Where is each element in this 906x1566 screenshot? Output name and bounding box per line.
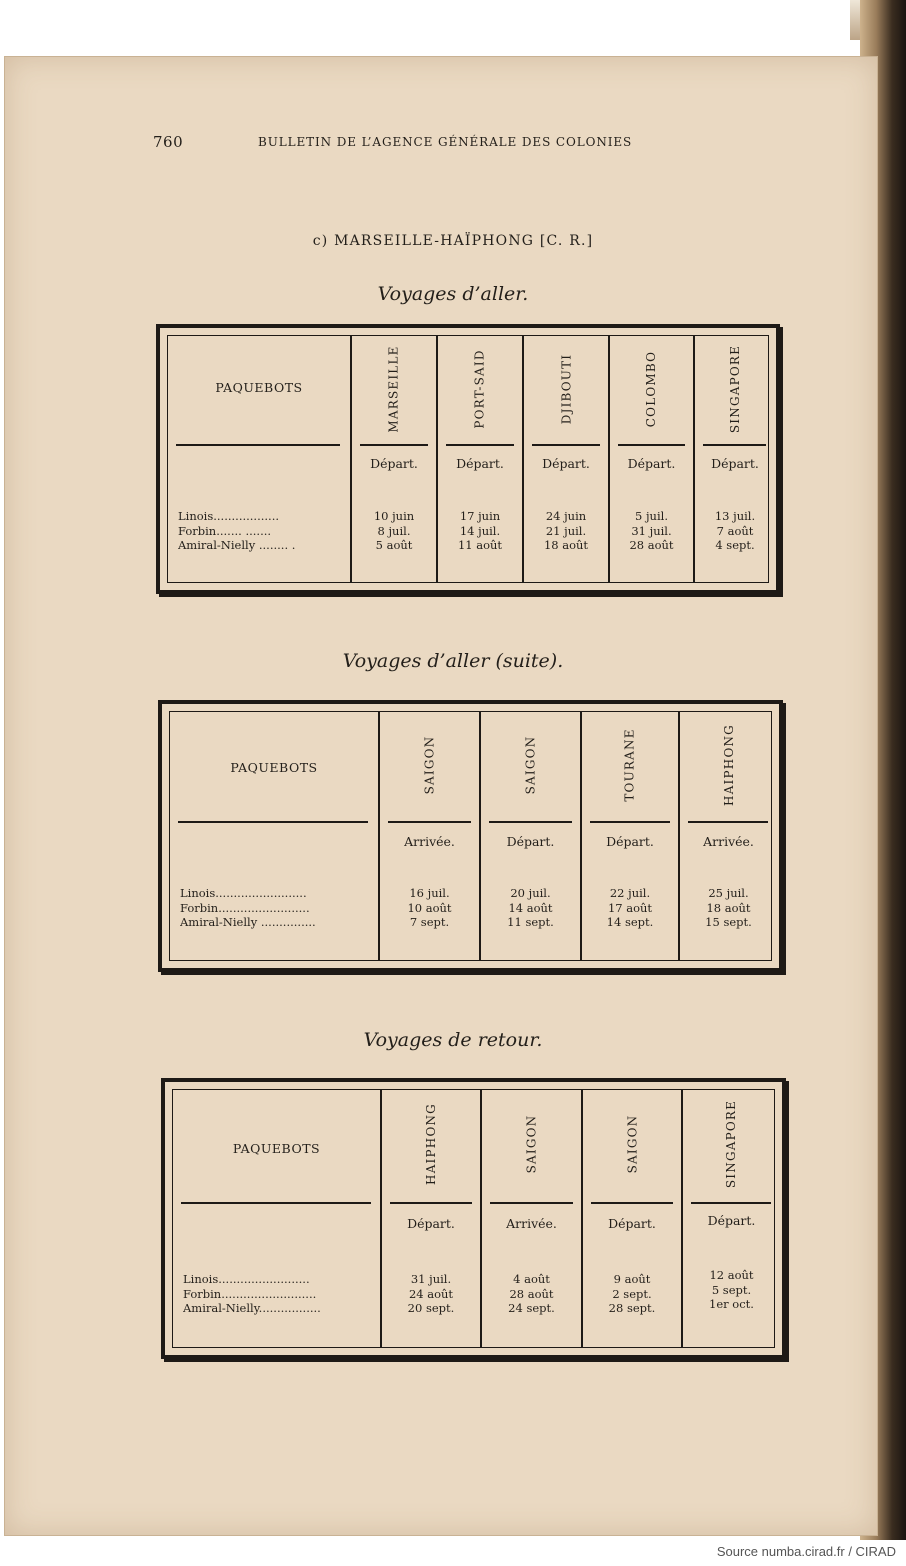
station-name: SAIGON <box>624 1114 639 1174</box>
date-cell: 22 juil. <box>609 886 651 900</box>
movement-type: Arrivée. <box>506 1216 557 1231</box>
station-header <box>481 712 580 818</box>
date-cell: 5 août <box>375 538 413 552</box>
station-name: PORT-SAID <box>472 348 487 429</box>
date-cell: 4 août <box>513 1272 550 1286</box>
movement-type: Départ. <box>407 1216 455 1231</box>
row-divider <box>691 1202 771 1204</box>
row-divider <box>618 444 685 446</box>
ship-name: Amiral-Nielly ............... <box>180 915 316 929</box>
date-cell: 13 juil. <box>714 509 756 523</box>
date-column <box>610 509 693 553</box>
date-cell: 17 juin <box>459 509 501 523</box>
row-divider <box>590 821 670 823</box>
timetable-aller <box>156 324 780 594</box>
date-cell: 28 août <box>629 538 674 552</box>
date-column <box>695 509 775 553</box>
station-name: HAIPHONG <box>721 724 736 806</box>
row-divider <box>490 1202 573 1204</box>
ship-name: Linois.................. <box>178 509 280 523</box>
movement-type: Départ. <box>627 456 676 471</box>
row-divider <box>446 444 514 446</box>
date-column <box>481 886 580 930</box>
running-head <box>153 133 693 155</box>
date-cell: 28 sept. <box>608 1301 656 1315</box>
date-cell: 1er oct. <box>709 1297 754 1311</box>
station-name: SINGAPORE <box>724 1099 739 1189</box>
section-title: c) MARSEILLE-HAÏPHONG [C. R.] <box>312 233 594 249</box>
station-name: SAIGON <box>523 735 538 795</box>
row-divider <box>388 821 471 823</box>
row-divider <box>703 444 766 446</box>
date-cell: 24 juin <box>545 509 587 523</box>
table-caption: Voyages d’aller. <box>377 283 529 305</box>
station-header <box>482 1090 581 1198</box>
date-cell: 20 sept. <box>407 1301 455 1315</box>
station-header <box>583 1090 681 1198</box>
date-column <box>683 1268 780 1312</box>
date-column <box>582 886 678 930</box>
row-divider <box>591 1202 673 1204</box>
ship-name: Forbin.......................... <box>183 1286 317 1301</box>
date-cell: 12 août <box>709 1268 754 1282</box>
station-header <box>352 336 436 441</box>
station-name: TOURANE <box>622 728 637 802</box>
row-divider <box>178 821 368 823</box>
movement-type: Départ. <box>606 834 654 849</box>
station-header <box>380 712 479 818</box>
date-cell: 11 sept. <box>507 915 554 929</box>
date-column <box>382 1272 480 1316</box>
date-cell: 21 juil. <box>545 523 587 538</box>
page-number: 760 <box>153 133 184 151</box>
station-header <box>582 712 678 818</box>
movement-type: Départ. <box>542 456 590 471</box>
date-cell: 18 août <box>706 900 751 915</box>
station-name: SAIGON <box>422 735 437 795</box>
row-divider <box>176 444 340 446</box>
date-cell: 31 juil. <box>410 1272 452 1286</box>
ship-name: Forbin....... ....... <box>178 523 272 538</box>
ship-name: Linois......................... <box>183 1272 310 1286</box>
timetable-aller-suite <box>158 700 783 972</box>
date-cell: 9 août <box>613 1272 651 1286</box>
date-cell: 10 août <box>407 900 452 915</box>
ship-names <box>183 1272 378 1316</box>
date-cell: 25 juil. <box>708 886 749 900</box>
paquebots-header: PAQUEBOTS <box>230 760 318 775</box>
date-cell: 8 juil. <box>377 523 411 538</box>
station-header <box>524 336 608 441</box>
station-name: SINGAPORE <box>728 344 743 433</box>
station-name: DJIBOUTI <box>558 353 573 424</box>
source-credit: Source numba.cirad.fr / CIRAD <box>716 1544 896 1559</box>
date-cell: 20 juil. <box>510 886 551 900</box>
running-title: BULLETIN DE L’AGENCE GÉNÉRALE DES COLONIES <box>258 135 633 149</box>
date-cell: 5 sept. <box>711 1282 752 1297</box>
row-divider <box>489 821 572 823</box>
movement-type: Départ. <box>506 834 555 849</box>
date-cell: 11 août <box>457 538 503 552</box>
date-cell: 14 juil. <box>459 523 501 538</box>
date-column <box>482 1272 581 1316</box>
ship-name: Amiral-Nielly................. <box>183 1301 321 1315</box>
date-column <box>680 886 777 930</box>
table-caption: Voyages de retour. <box>363 1029 543 1051</box>
station-name: HAIPHONG <box>424 1103 438 1185</box>
station-header <box>683 1090 780 1198</box>
date-cell: 5 juil. <box>635 509 668 523</box>
movement-type: Départ. <box>456 456 504 471</box>
paquebots-header: PAQUEBOTS <box>215 380 303 395</box>
row-divider <box>181 1202 371 1204</box>
movement-type: Arrivée. <box>703 834 754 849</box>
station-name: MARSEILLE <box>387 344 401 433</box>
date-column <box>524 509 608 553</box>
paquebots-header: PAQUEBOTS <box>232 1141 321 1156</box>
station-header <box>680 712 777 818</box>
date-column <box>583 1272 681 1316</box>
row-divider <box>688 821 768 823</box>
ship-names <box>180 886 376 930</box>
station-header <box>695 336 775 441</box>
table-caption: Voyages d’aller (suite). <box>342 650 564 672</box>
station-header <box>438 336 522 441</box>
station-header <box>610 336 693 441</box>
date-cell: 28 août <box>509 1286 554 1301</box>
movement-type: Arrivée. <box>404 834 455 849</box>
date-cell: 15 sept. <box>705 915 752 929</box>
date-column <box>438 509 522 553</box>
station-name: SAIGON <box>524 1114 539 1174</box>
row-divider <box>532 444 600 446</box>
movement-type: Départ. <box>370 456 418 471</box>
date-cell: 2 sept. <box>612 1286 652 1301</box>
date-cell: 14 août <box>508 900 553 915</box>
date-column <box>352 509 436 553</box>
ship-name: Linois......................... <box>180 886 307 900</box>
station-header <box>382 1090 480 1198</box>
row-divider <box>360 444 428 446</box>
ship-name: Amiral-Nielly ........ . <box>178 538 296 552</box>
date-cell: 7 sept. <box>409 915 450 929</box>
movement-type: Départ. <box>711 456 759 471</box>
timetable-retour <box>161 1078 786 1359</box>
row-divider <box>390 1202 472 1204</box>
date-column <box>380 886 479 930</box>
date-cell: 4 sept. <box>715 538 755 552</box>
date-cell: 24 août <box>408 1286 454 1301</box>
date-cell: 7 août <box>716 523 754 538</box>
date-cell: 24 sept. <box>508 1301 555 1315</box>
date-cell: 18 août <box>543 538 589 552</box>
date-cell: 14 sept. <box>606 915 654 929</box>
ship-names <box>178 509 348 553</box>
station-name: COLOMBO <box>644 350 659 427</box>
date-cell: 31 juil. <box>631 523 672 538</box>
movement-type: Départ. <box>707 1213 756 1228</box>
movement-type: Départ. <box>608 1216 656 1231</box>
date-cell: 16 juil. <box>409 886 450 900</box>
date-cell: 10 juin <box>373 509 415 523</box>
date-cell: 17 août <box>607 900 653 915</box>
ship-name: Forbin......................... <box>180 900 310 915</box>
